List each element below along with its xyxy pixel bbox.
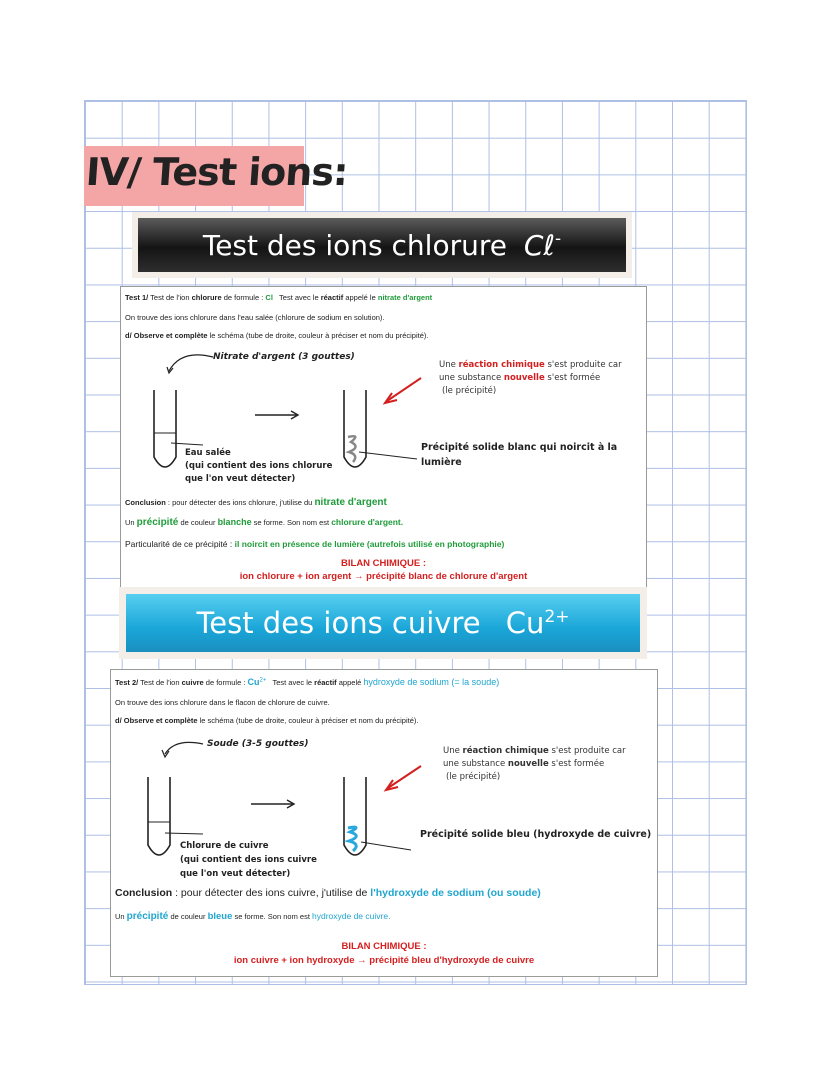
test2-reaction-note: Une réaction chimique s'est produite car une substance nouvelle s'est formée (le précipité): [443, 746, 626, 782]
test1-instruction-line: d/ Observe et complète le schéma (tube de droite, couleur à préciser et nom du précipité).: [125, 331, 429, 340]
copper-test-banner: [126, 594, 640, 652]
test2-intro-line: Test 2/ Test de l'ion cuivre de formule : $Cu^{2+}$ Test avec le réactif appelé hydroxyde de sodium (= la soude): [115, 677, 500, 687]
banner-symbol: Cℓ: [523, 228, 555, 262]
copper-test-panel: [110, 669, 658, 977]
red-arrow: [388, 766, 421, 788]
test2-source-line: On trouve des ions chlorure dans le flacon de chlorure de cuivre.: [115, 698, 330, 707]
white-precipitate: [348, 436, 356, 462]
banner-charge: -: [555, 229, 562, 249]
test1-bilan-equation: ion chlorure + ion argent → précipité blanc de chlorure d'argent: [239, 571, 528, 582]
test2-instruction-line: d/ Observe et complète le schéma (tube de droite, couleur à préciser et nom du précipité).: [115, 716, 419, 725]
test1-intro-line: Test 1/ Test de l'ion chlorure de formule : Cl Test avec le réactif appelé le nitrate d'argent: [125, 293, 433, 302]
chloride-test-panel: [120, 286, 647, 592]
test2-bilan-title: BILAN CHIMIQUE :: [341, 941, 427, 952]
banner-symbol: Cu: [505, 606, 545, 640]
test1-precipitate-label: Précipité solide blanc qui noircit à la lumière: [421, 442, 618, 468]
banner-text: Test des ions chlorure: [202, 228, 516, 262]
test2-tube-label: Chlorure de cuivre (qui contient des ions cuivre que l'on veut détecter): [180, 841, 317, 879]
blue-precipitate: [348, 827, 356, 851]
test1-precipitate-sentence: Un précipité de couleur blanche se forme. Son nom est chlorure d'argent.: [125, 517, 404, 528]
test1-reaction-note: Une réaction chimique s'est produite car une substance nouvelle s'est formée (le précipité): [439, 360, 622, 396]
test1-source-line: On trouve des ions chlorure dans l'eau salée (chlorure de sodium en solution).: [125, 313, 385, 322]
red-arrow: [387, 378, 421, 401]
test2-bilan-equation: ion cuivre + ion hydroxyde → précipité bleu d'hydroxyde de cuivre: [233, 955, 535, 966]
left-test-tube: [154, 390, 176, 467]
test1-bilan-title: BILAN CHIMIQUE :: [341, 558, 426, 569]
test1-particularity: Particularité de ce précipité : il noircit en présence de lumière (autrefois utilisé en photographie): [125, 539, 505, 549]
test1-reagent: Nitrate d'argent (3 gouttes): [213, 352, 355, 362]
banner-charge: 2+: [544, 607, 570, 627]
left-test-tube: [148, 777, 170, 855]
test2-precipitate-label: Précipité solide bleu (hydroxyde de cuivre): [420, 829, 652, 840]
test1-conclusion: Conclusion : pour détecter des ions chlorure, j'utilise du nitrate d'argent: [125, 497, 387, 508]
test1-tube-label: Eau salée (qui contient des ions chlorure que l'on veut détecter): [185, 448, 333, 484]
test2-precipitate-sentence: Un précipité de couleur bleue se forme. Son nom est hydroxyde de cuivre.: [115, 911, 391, 922]
banner-text: Test des ions cuivre: [196, 606, 490, 640]
test2-reagent: Soude (3-5 gouttes): [207, 739, 309, 749]
test2-conclusion: Conclusion : pour détecter des ions cuivre, j'utilise de l'hydroxyde de sodium (ou soude): [115, 887, 541, 899]
chloride-test-banner: [138, 218, 626, 272]
page-title: IV/ Test ions:: [84, 150, 349, 194]
